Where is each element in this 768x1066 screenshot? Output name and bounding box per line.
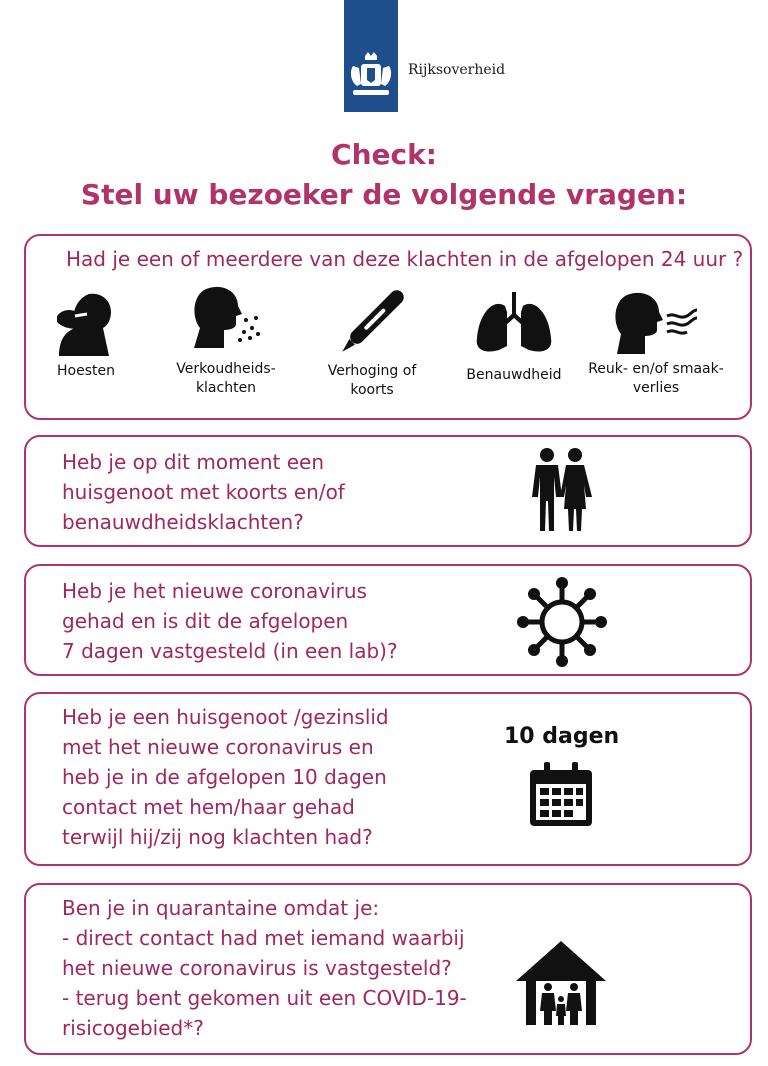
ten-days-label: 10 dagen	[504, 724, 620, 749]
question-4-line-4: contact met hem/haar gehad	[62, 795, 355, 819]
symptom-fever	[302, 284, 442, 400]
question-3-card	[24, 564, 752, 676]
logo-bar	[344, 0, 398, 112]
symptom-label: Benauwdheid	[466, 367, 562, 383]
question-1-card	[24, 234, 752, 420]
question-2-line-2: huisgenoot met koorts en/of	[62, 480, 345, 504]
symptom-breathless	[444, 292, 584, 385]
symptom-cough	[16, 286, 156, 381]
cough-icon	[51, 286, 121, 358]
question-4-line-3: heb je in de afgelopen 10 dagen	[62, 765, 387, 789]
symptom-label: Verkoudheids- klachten	[176, 361, 276, 396]
symptom-smell-taste	[586, 290, 726, 398]
symptom-label: Reuk- en/of smaak- verlies	[588, 361, 724, 396]
people-icon	[530, 447, 594, 531]
brand-name: Rijksoverheid	[408, 62, 506, 78]
page-subtitle: Stel uw bezoeker de volgende vragen:	[80, 178, 688, 211]
question-5-line-3: het nieuwe coronavirus is vastgesteld?	[62, 956, 452, 980]
question-3-line-1: Heb je het nieuwe coronavirus	[62, 579, 367, 603]
coat-of-arms-icon	[349, 52, 393, 100]
question-4-line-2: met het nieuwe coronavirus en	[62, 735, 374, 759]
question-3-line-2: gehad en is dit de afgelopen	[62, 609, 349, 633]
symptom-label: Hoesten	[57, 363, 115, 379]
question-3-line-3: 7 dagen vastgesteld (in een lab)?	[62, 639, 398, 663]
symptom-cold	[156, 284, 296, 398]
calendar-icon	[528, 762, 594, 828]
question-4-line-5: terwijl hij/zij nog klachten had?	[62, 825, 373, 849]
smell-icon	[613, 290, 699, 356]
question-2-line-3: benauwdheidsklachten?	[62, 510, 304, 534]
question-5-card	[24, 883, 752, 1055]
question-4-line-1: Heb je een huisgenoot /gezinslid	[62, 705, 389, 729]
house-family-icon	[516, 941, 606, 1025]
question-5-line-4: - terug bent gekomen uit een COVID-19-	[62, 986, 467, 1010]
thermometer-icon	[332, 284, 412, 360]
question-1-text: Had je een of meerdere van deze klachten in de afgelopen 24 uur ?	[66, 247, 744, 271]
question-5-line-2: - direct contact had met iemand waarbij	[62, 926, 465, 950]
symptom-label: Verhoging of koorts	[327, 363, 417, 398]
question-5-line-5: risicogebied*?	[62, 1016, 204, 1040]
question-2-card	[24, 435, 752, 547]
page-title: Check:	[331, 138, 437, 171]
question-2-line-1: Heb je op dit moment een	[62, 450, 325, 474]
question-5-line-1: Ben je in quarantaine omdat je:	[62, 896, 380, 920]
question-4-card	[24, 692, 752, 866]
lungs-icon	[475, 292, 553, 354]
sneeze-icon	[190, 284, 262, 354]
virus-icon	[516, 576, 608, 668]
